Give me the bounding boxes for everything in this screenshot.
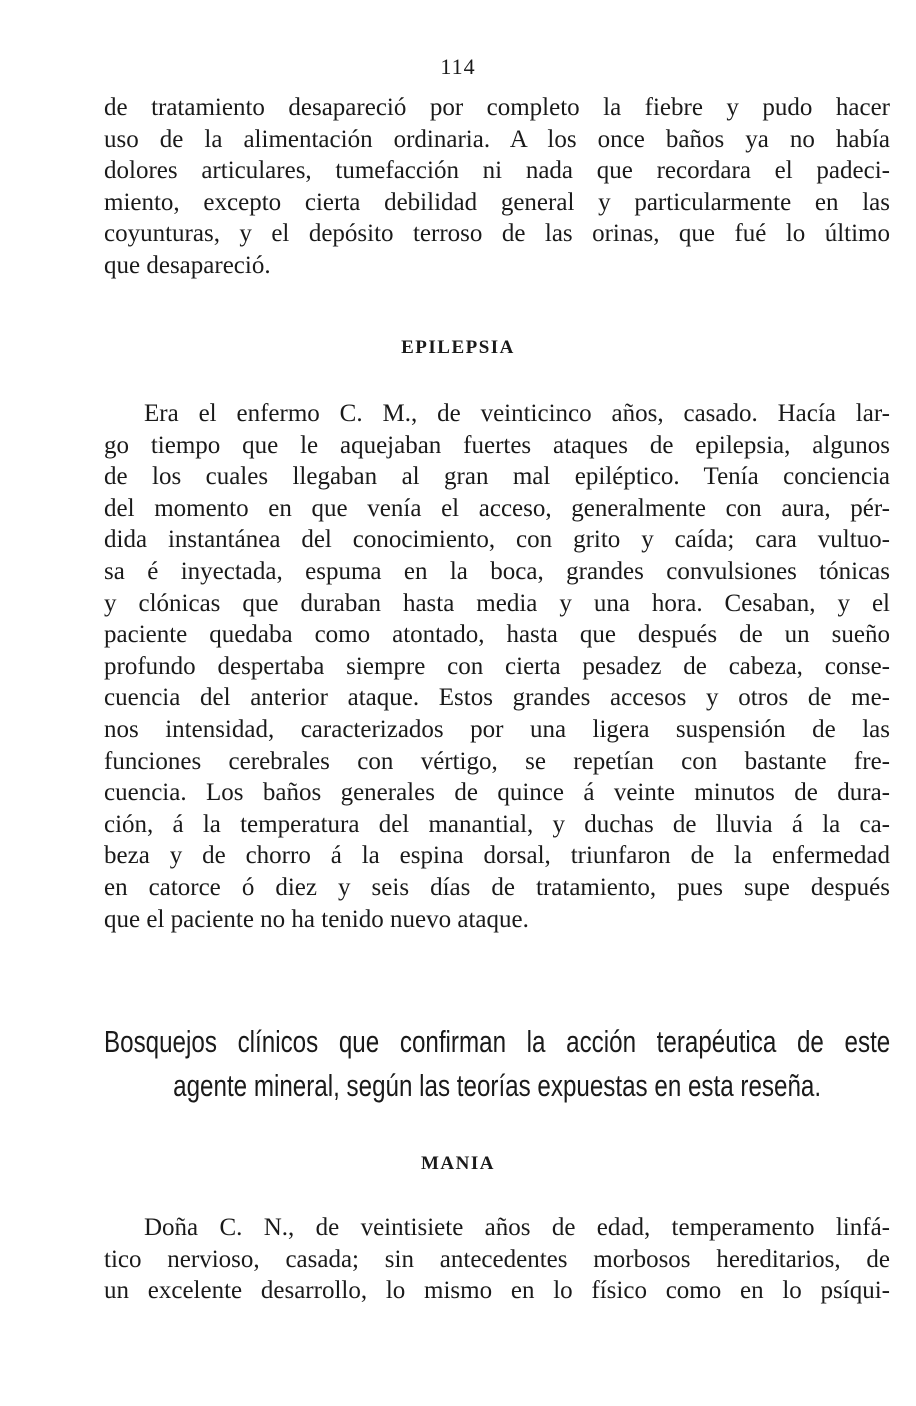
text-line: un excelente desarrollo, lo mismo en lo físico como en lo psíqui- xyxy=(104,1277,890,1305)
page-number: 114 xyxy=(440,54,476,79)
text-line: ción, á la temperatura del manantial, y duchas de lluvia á la ca- xyxy=(104,810,890,838)
section-banner xyxy=(104,1020,890,1108)
text-line: de tratamiento desapareció por completo la fiebre y pudo hacer xyxy=(104,94,890,121)
epilepsia-paragraph xyxy=(104,398,890,935)
text-line: en catorce ó diez y seis días de tratamiento, pues supe después xyxy=(104,873,890,901)
text-line: de los cuales llegaban al gran mal epiléptico. Tenía conciencia xyxy=(104,463,890,491)
mania-paragraph xyxy=(104,1212,890,1307)
text-line: que el paciente no ha tenido nuevo ataque. xyxy=(104,905,529,933)
section-heading-mania: MANIA xyxy=(421,1153,495,1174)
text-line: go tiempo que le aquejaban fuertes ataques de epilepsia, algunos xyxy=(104,431,890,459)
text-line: nos intensidad, caracterizados por una ligera suspensión de las xyxy=(104,715,890,743)
text-line: beza y de chorro á la espina dorsal, triunfaron de la enfermedad xyxy=(104,842,890,870)
text-line: del momento en que venía el acceso, generalmente con aura, pér- xyxy=(104,494,890,522)
text-line: cuencia del anterior ataque. Estos grandes accesos y otros de me- xyxy=(104,684,890,712)
section-heading-epilepsia: EPILEPSIA xyxy=(401,337,515,358)
text-line: sa é inyectada, espuma en la boca, grandes convulsiones tónicas xyxy=(104,557,890,585)
text-line: tico nervioso, casada; sin antecedentes morbosos hereditarios, de xyxy=(104,1245,890,1273)
text-line: miento, excepto cierta debilidad general y particularmente en las xyxy=(104,188,890,216)
text-line: que desapareció. xyxy=(104,251,271,279)
text-line: dolores articulares, tumefacción ni nada que recordara el padeci- xyxy=(104,157,890,185)
banner-line: Bosquejos clínicos que confirman la acción terapéutica de este xyxy=(104,1024,891,1059)
opening-paragraph xyxy=(104,92,890,282)
text-line: profundo despertaba siempre con cierta pesadez de cabeza, conse- xyxy=(104,652,890,680)
text-line: funciones cerebrales con vértigo, se repetían con bastante fre- xyxy=(104,747,890,775)
banner-line: agente mineral, según las teorías expuestas en esta reseña. xyxy=(173,1068,822,1103)
text-line: dida instantánea del conocimiento, con grito y caída; cara vultuo- xyxy=(104,526,890,554)
text-line: uso de la alimentación ordinaria. A los once baños ya no había xyxy=(104,125,890,153)
text-line: coyunturas, y el depósito terroso de las orinas, que fué lo último xyxy=(104,220,890,248)
text-line: cuencia. Los baños generales de quince á veinte minutos de dura- xyxy=(104,779,890,807)
text-line: Doña C. N., de veintisiete años de edad, temperamento linfá- xyxy=(144,1214,890,1241)
text-line: y clónicas que duraban hasta media y una hora. Cesaban, y el xyxy=(104,589,890,617)
text-line: paciente quedaba como atontado, hasta que después de un sueño xyxy=(104,621,890,649)
text-line: Era el enfermo C. M., de veinticinco años, casado. Hacía lar- xyxy=(144,400,890,427)
